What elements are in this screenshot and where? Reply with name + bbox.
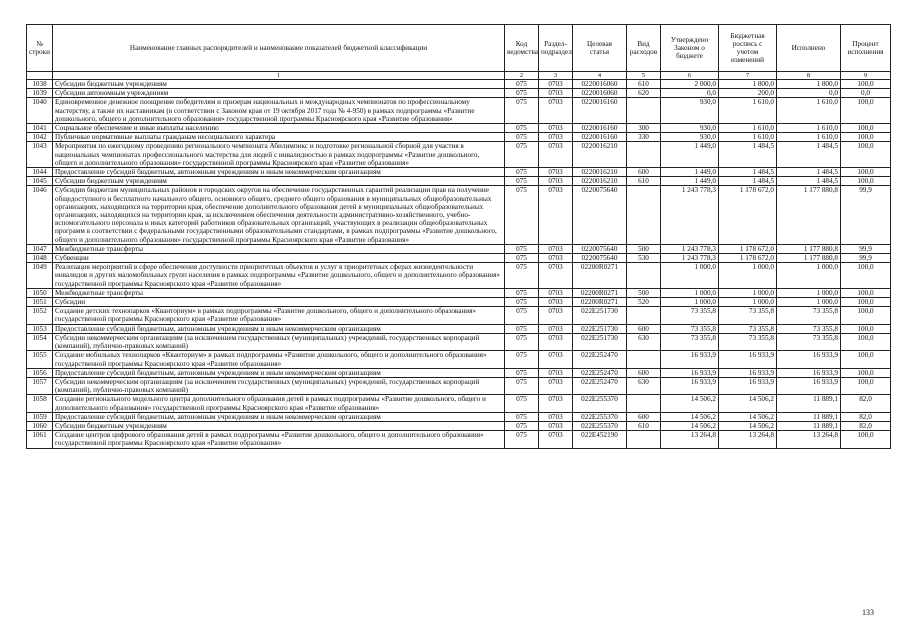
header-target-article: Целевая статья <box>573 25 627 72</box>
percent-executed: 100,0 <box>841 133 891 142</box>
row-number: 1056 <box>27 368 53 377</box>
table-row <box>27 368 891 377</box>
target-article: 0220016210 <box>573 142 627 168</box>
row-number: 1049 <box>27 263 53 289</box>
percent-executed: 100,0 <box>841 98 891 124</box>
section-code: 0703 <box>539 431 573 448</box>
table-row <box>27 244 891 253</box>
executed-amount: 1 610,0 <box>777 98 841 124</box>
index-cell: 9 <box>841 72 891 80</box>
target-article: 022E252470 <box>573 351 627 368</box>
table-row <box>27 421 891 430</box>
table-row <box>27 431 891 448</box>
dept-code: 075 <box>505 263 539 289</box>
dept-code: 075 <box>505 324 539 333</box>
section-code: 0703 <box>539 133 573 142</box>
row-name: Единовременное денежное поощрение победителям и призерам национальных и международных чемпионатов по профессиональному мастерству, а также их наставникам (в соответствии с Законом края от 19 октября 2017 года № 4-950) в рамках подпрограммы «Развитие дошкольного, общего и дополнительного образования» государственной программы Красноярского края «Развитие образования» <box>53 98 505 124</box>
column-index-row <box>27 72 891 80</box>
table-row <box>27 133 891 142</box>
budget-list-amount: 1 484,5 <box>719 142 777 168</box>
expense-type <box>627 351 661 368</box>
budget-list-amount: 1 610,0 <box>719 124 777 133</box>
dept-code: 075 <box>505 431 539 448</box>
table-row <box>27 288 891 297</box>
approved-amount: 16 933,9 <box>661 351 719 368</box>
row-number: 1046 <box>27 186 53 244</box>
header-approved: Утверждено Законом о бюджете <box>661 25 719 72</box>
expense-type: 610 <box>627 421 661 430</box>
target-article: 022E252470 <box>573 377 627 394</box>
budget-list-amount: 1 610,0 <box>719 98 777 124</box>
row-number: 1060 <box>27 421 53 430</box>
dept-code: 075 <box>505 80 539 89</box>
approved-amount: 930,0 <box>661 124 719 133</box>
approved-amount: 1 243 778,3 <box>661 254 719 263</box>
budget-list-amount: 73 355,8 <box>719 324 777 333</box>
expense-type <box>627 142 661 168</box>
approved-amount: 13 264,8 <box>661 431 719 448</box>
percent-executed: 100,0 <box>841 368 891 377</box>
row-number: 1053 <box>27 324 53 333</box>
section-code: 0703 <box>539 421 573 430</box>
budget-list-amount: 1 484,5 <box>719 168 777 177</box>
section-code: 0703 <box>539 98 573 124</box>
table-row <box>27 254 891 263</box>
approved-amount: 0,0 <box>661 89 719 98</box>
percent-executed: 100,0 <box>841 298 891 307</box>
row-name: Межбюджетные трансферты <box>53 244 505 253</box>
row-number: 1051 <box>27 298 53 307</box>
budget-list-amount: 13 264,8 <box>719 431 777 448</box>
row-number: 1044 <box>27 168 53 177</box>
budget-table <box>26 24 891 449</box>
budget-list-amount: 1 000,0 <box>719 288 777 297</box>
target-article: 0220016210 <box>573 177 627 186</box>
row-name: Субсидии <box>53 298 505 307</box>
expense-type <box>627 263 661 289</box>
section-code: 0703 <box>539 168 573 177</box>
executed-amount: 1 177 880,8 <box>777 244 841 253</box>
row-number: 1043 <box>27 142 53 168</box>
row-number: 1045 <box>27 177 53 186</box>
executed-amount: 1 800,0 <box>777 80 841 89</box>
section-code: 0703 <box>539 124 573 133</box>
row-name: Субсидии бюджетным учреждениям <box>53 177 505 186</box>
target-article: 0220016160 <box>573 133 627 142</box>
target-article: 0220016060 <box>573 80 627 89</box>
section-code: 0703 <box>539 377 573 394</box>
percent-executed: 100,0 <box>841 177 891 186</box>
executed-amount: 16 933,9 <box>777 368 841 377</box>
section-code: 0703 <box>539 288 573 297</box>
budget-list-amount: 1 000,0 <box>719 263 777 289</box>
expense-type: 630 <box>627 333 661 350</box>
dept-code: 075 <box>505 168 539 177</box>
expense-type <box>627 186 661 244</box>
row-name: Создание детских технопарков «Кванториум» в рамках подпрограммы «Развитие дошкольного, общего и дополнительного образования» государственной программы Красноярского края «Развитие образования» <box>53 307 505 324</box>
expense-type <box>627 431 661 448</box>
executed-amount: 73 355,8 <box>777 307 841 324</box>
executed-amount: 73 355,8 <box>777 333 841 350</box>
budget-list-amount: 1 178 672,0 <box>719 244 777 253</box>
target-article: 022E452190 <box>573 431 627 448</box>
executed-amount: 1 484,5 <box>777 142 841 168</box>
expense-type: 600 <box>627 412 661 421</box>
budget-list-amount: 200,0 <box>719 89 777 98</box>
expense-type <box>627 307 661 324</box>
percent-executed: 0,0 <box>841 89 891 98</box>
row-number: 1039 <box>27 89 53 98</box>
table-row <box>27 98 891 124</box>
approved-amount: 73 355,8 <box>661 324 719 333</box>
section-code: 0703 <box>539 142 573 168</box>
executed-amount: 1 000,0 <box>777 288 841 297</box>
dept-code: 075 <box>505 368 539 377</box>
budget-list-amount: 1 484,5 <box>719 177 777 186</box>
executed-amount: 16 933,9 <box>777 377 841 394</box>
section-code: 0703 <box>539 177 573 186</box>
header-row <box>27 25 891 72</box>
table-row <box>27 377 891 394</box>
index-cell <box>27 72 53 80</box>
index-cell: 1 <box>53 72 505 80</box>
section-code: 0703 <box>539 307 573 324</box>
table-row <box>27 89 891 98</box>
header-executed: Исполнено <box>777 25 841 72</box>
percent-executed: 100,0 <box>841 288 891 297</box>
target-article: 02200R0271 <box>573 263 627 289</box>
target-article: 0220075640 <box>573 244 627 253</box>
row-number: 1059 <box>27 412 53 421</box>
approved-amount: 14 506,2 <box>661 412 719 421</box>
section-code: 0703 <box>539 324 573 333</box>
approved-amount: 16 933,9 <box>661 368 719 377</box>
expense-type: 610 <box>627 177 661 186</box>
budget-list-amount: 14 506,2 <box>719 395 777 412</box>
percent-executed: 100,0 <box>841 351 891 368</box>
section-code: 0703 <box>539 298 573 307</box>
row-number: 1054 <box>27 333 53 350</box>
executed-amount: 0,0 <box>777 89 841 98</box>
approved-amount: 1 243 778,3 <box>661 244 719 253</box>
row-number: 1052 <box>27 307 53 324</box>
dept-code: 075 <box>505 186 539 244</box>
index-cell: 2 <box>505 72 539 80</box>
row-name: Создание центров цифрового образования детей в рамках подпрограммы «Развитие дошкольного, общего и дополнительного образования» государственной программы Красноярского края «Развитие образования» <box>53 431 505 448</box>
row-name: Субсидии некоммерческим организациям (за исключением государственных (муниципальных) учреждений, государственных корпораций (компаний), публично-правовых компаний) <box>53 377 505 394</box>
dept-code: 075 <box>505 421 539 430</box>
row-name: Субсидии автономным учреждениям <box>53 89 505 98</box>
approved-amount: 1 000,0 <box>661 298 719 307</box>
target-article: 0220016060 <box>573 89 627 98</box>
target-article: 0220075640 <box>573 254 627 263</box>
expense-type: 630 <box>627 377 661 394</box>
table-row <box>27 298 891 307</box>
executed-amount: 1 000,0 <box>777 298 841 307</box>
percent-executed: 99,9 <box>841 244 891 253</box>
target-article: 022E255370 <box>573 412 627 421</box>
row-name: Публичные нормативные выплаты гражданам несоциального характера <box>53 133 505 142</box>
target-article: 02200R0271 <box>573 298 627 307</box>
target-article: 0220016160 <box>573 98 627 124</box>
section-code: 0703 <box>539 254 573 263</box>
budget-list-amount: 1 800,0 <box>719 80 777 89</box>
table-row <box>27 168 891 177</box>
row-name: Реализация мероприятий в сфере обеспечения доступности приоритетных объектов и услуг в приоритетных сферах жизнедеятельности инвалидов и других маломобильных групп населения в рамках подпрограммы «Развитие дошкольного, общего и дополнительного образования» государственной программы Красноярского края «Развитие образования» <box>53 263 505 289</box>
target-article: 02200R0271 <box>573 288 627 297</box>
header-expense-type: Вид расходов <box>627 25 661 72</box>
dept-code: 075 <box>505 298 539 307</box>
executed-amount: 11 889,1 <box>777 421 841 430</box>
budget-list-amount: 16 933,9 <box>719 368 777 377</box>
approved-amount: 73 355,8 <box>661 307 719 324</box>
expense-type <box>627 98 661 124</box>
executed-amount: 11 889,1 <box>777 395 841 412</box>
table-row <box>27 412 891 421</box>
dept-code: 075 <box>505 124 539 133</box>
approved-amount: 16 933,9 <box>661 377 719 394</box>
index-cell: 3 <box>539 72 573 80</box>
row-name: Субсидии бюджетам муниципальных районов и городских округов на обеспечение государственных гарантий реализации прав на получение общедоступного и бесплатного начального общего, основного общего, среднего общего образования в муниципальных общеобразовательных организациях, находящихся на территории края, обеспечение дополнительного образования детей в муниципальных общеобразовательных организациях, находящихся на территории края, за исключением обеспечения деятельности административно-хозяйственного, учебно-вспомогательного персонала и иных категорий работников образовательных организаций, участвующих в реализации общеобразовательных программ в соответствии с федеральными государственными образовательными стандартами, в рамках подпрограммы «Развитие дошкольного, общего и дополнительного образования» государственной программы Красноярского края «Развитие образования» <box>53 186 505 244</box>
section-code: 0703 <box>539 186 573 244</box>
approved-amount: 1 000,0 <box>661 288 719 297</box>
percent-executed: 100,0 <box>841 124 891 133</box>
percent-executed: 82,0 <box>841 412 891 421</box>
executed-amount: 1 610,0 <box>777 133 841 142</box>
expense-type: 530 <box>627 254 661 263</box>
percent-executed: 99,9 <box>841 186 891 244</box>
table-row <box>27 307 891 324</box>
target-article: 0220075640 <box>573 186 627 244</box>
table-row <box>27 395 891 412</box>
executed-amount: 13 264,8 <box>777 431 841 448</box>
header-budget-list: Бюджетная роспись с учетом изменений <box>719 25 777 72</box>
row-name: Предоставление субсидий бюджетным, автономным учреждениям и иным некоммерческим организациям <box>53 368 505 377</box>
row-number: 1058 <box>27 395 53 412</box>
percent-executed: 100,0 <box>841 307 891 324</box>
percent-executed: 100,0 <box>841 168 891 177</box>
percent-executed: 100,0 <box>841 80 891 89</box>
row-name: Создание мобильных технопарков «Кванториум» в рамках подпрограммы «Развитие дошкольного, общего и дополнительного образования» государственной программы Красноярского края «Развитие образования» <box>53 351 505 368</box>
header-dept-code: Код ведомства <box>505 25 539 72</box>
row-name: Субвенции <box>53 254 505 263</box>
header-percent: Процент исполнения <box>841 25 891 72</box>
expense-type: 330 <box>627 133 661 142</box>
section-code: 0703 <box>539 244 573 253</box>
budget-list-amount: 14 506,2 <box>719 421 777 430</box>
row-name: Создание регионального модельного центра дополнительного образования детей в рамках подпрограммы «Развитие дошкольного, общего и дополнительного образования» государственной программы Красноярского края «Развитие образования» <box>53 395 505 412</box>
dept-code: 075 <box>505 177 539 186</box>
row-number: 1061 <box>27 431 53 448</box>
percent-executed: 100,0 <box>841 377 891 394</box>
executed-amount: 11 889,1 <box>777 412 841 421</box>
section-code: 0703 <box>539 263 573 289</box>
percent-executed: 82,0 <box>841 395 891 412</box>
expense-type: 610 <box>627 80 661 89</box>
expense-type: 600 <box>627 168 661 177</box>
percent-executed: 100,0 <box>841 263 891 289</box>
row-number: 1040 <box>27 98 53 124</box>
row-name: Социальное обеспечение и иные выплаты населению <box>53 124 505 133</box>
index-cell: 6 <box>661 72 719 80</box>
row-name: Предоставление субсидий бюджетным, автономным учреждениям и иным некоммерческим организациям <box>53 324 505 333</box>
dept-code: 075 <box>505 288 539 297</box>
index-cell: 8 <box>777 72 841 80</box>
expense-type: 500 <box>627 244 661 253</box>
dept-code: 075 <box>505 98 539 124</box>
index-cell: 7 <box>719 72 777 80</box>
row-number: 1047 <box>27 244 53 253</box>
section-code: 0703 <box>539 368 573 377</box>
header-section: Раздел- подраздел <box>539 25 573 72</box>
approved-amount: 930,0 <box>661 133 719 142</box>
section-code: 0703 <box>539 80 573 89</box>
row-name: Субсидии некоммерческим организациям (за исключением государственных (муниципальных) учреждений, государственных корпораций (компаний), публично-правовых компаний) <box>53 333 505 350</box>
section-code: 0703 <box>539 412 573 421</box>
budget-list-amount: 1 178 672,0 <box>719 186 777 244</box>
table-row <box>27 263 891 289</box>
target-article: 0220016160 <box>573 124 627 133</box>
approved-amount: 1 449,0 <box>661 177 719 186</box>
executed-amount: 73 355,8 <box>777 324 841 333</box>
percent-executed: 100,0 <box>841 324 891 333</box>
budget-list-amount: 16 933,9 <box>719 351 777 368</box>
percent-executed: 99,9 <box>841 254 891 263</box>
executed-amount: 1 000,0 <box>777 263 841 289</box>
row-number: 1038 <box>27 80 53 89</box>
target-article: 022E251730 <box>573 333 627 350</box>
header-name: Наименование главных распорядителей и наименование показателей бюджетной классификации <box>53 25 505 72</box>
index-cell: 5 <box>627 72 661 80</box>
dept-code: 075 <box>505 377 539 394</box>
table-row <box>27 124 891 133</box>
target-article: 022E255370 <box>573 395 627 412</box>
row-number: 1050 <box>27 288 53 297</box>
dept-code: 075 <box>505 89 539 98</box>
budget-list-amount: 1 000,0 <box>719 298 777 307</box>
table-row <box>27 186 891 244</box>
approved-amount: 14 506,2 <box>661 421 719 430</box>
dept-code: 075 <box>505 142 539 168</box>
target-article: 0220016210 <box>573 168 627 177</box>
row-name: Мероприятия по ежегодному проведению регионального чемпионата Абилимпикс и подготовке региональной сборной для участия в национальных чемпионатах профессионального мастерства для людей с инвалидностью в рамках подпрограммы «Развитие дошкольного, общего и дополнительного образования» государственной программы Красноярского края «Развитие образования» <box>53 142 505 168</box>
approved-amount: 14 506,2 <box>661 395 719 412</box>
dept-code: 075 <box>505 333 539 350</box>
expense-type: 300 <box>627 124 661 133</box>
section-code: 0703 <box>539 333 573 350</box>
dept-code: 075 <box>505 307 539 324</box>
row-name: Предоставление субсидий бюджетным, автономным учреждениям и иным некоммерческим организациям <box>53 168 505 177</box>
table-row <box>27 142 891 168</box>
approved-amount: 1 449,0 <box>661 142 719 168</box>
target-article: 022E251730 <box>573 324 627 333</box>
budget-list-amount: 14 506,2 <box>719 412 777 421</box>
executed-amount: 16 933,9 <box>777 351 841 368</box>
target-article: 022E251730 <box>573 307 627 324</box>
budget-list-amount: 1 610,0 <box>719 133 777 142</box>
expense-type: 500 <box>627 288 661 297</box>
approved-amount: 73 355,8 <box>661 333 719 350</box>
dept-code: 075 <box>505 351 539 368</box>
percent-executed: 82,0 <box>841 421 891 430</box>
table-row <box>27 351 891 368</box>
row-number: 1048 <box>27 254 53 263</box>
executed-amount: 1 177 880,8 <box>777 186 841 244</box>
approved-amount: 1 449,0 <box>661 168 719 177</box>
percent-executed: 100,0 <box>841 431 891 448</box>
budget-list-amount: 1 178 672,0 <box>719 254 777 263</box>
approved-amount: 1 000,0 <box>661 263 719 289</box>
budget-list-amount: 73 355,8 <box>719 333 777 350</box>
expense-type: 600 <box>627 368 661 377</box>
dept-code: 075 <box>505 395 539 412</box>
percent-executed: 100,0 <box>841 333 891 350</box>
expense-type: 520 <box>627 298 661 307</box>
expense-type: 600 <box>627 324 661 333</box>
section-code: 0703 <box>539 395 573 412</box>
budget-list-amount: 73 355,8 <box>719 307 777 324</box>
executed-amount: 1 177 880,8 <box>777 254 841 263</box>
section-code: 0703 <box>539 351 573 368</box>
section-code: 0703 <box>539 89 573 98</box>
executed-amount: 1 610,0 <box>777 124 841 133</box>
dept-code: 075 <box>505 133 539 142</box>
percent-executed: 100,0 <box>841 142 891 168</box>
row-number: 1042 <box>27 133 53 142</box>
header-row-number: № строки <box>27 25 53 72</box>
dept-code: 075 <box>505 254 539 263</box>
row-number: 1055 <box>27 351 53 368</box>
approved-amount: 1 243 778,3 <box>661 186 719 244</box>
executed-amount: 1 484,5 <box>777 177 841 186</box>
approved-amount: 930,0 <box>661 98 719 124</box>
dept-code: 075 <box>505 412 539 421</box>
dept-code: 075 <box>505 244 539 253</box>
row-number: 1057 <box>27 377 53 394</box>
executed-amount: 1 484,5 <box>777 168 841 177</box>
index-cell: 4 <box>573 72 627 80</box>
table-body <box>27 80 891 449</box>
row-number: 1041 <box>27 124 53 133</box>
row-name: Субсидии бюджетным учреждениям <box>53 80 505 89</box>
table-row <box>27 80 891 89</box>
row-name: Межбюджетные трансферты <box>53 288 505 297</box>
approved-amount: 2 000,0 <box>661 80 719 89</box>
row-name: Предоставление субсидий бюджетным, автономным учреждениям и иным некоммерческим организациям <box>53 412 505 421</box>
target-article: 022E252470 <box>573 368 627 377</box>
expense-type <box>627 395 661 412</box>
page-number: 133 <box>862 608 874 617</box>
row-name: Субсидии бюджетным учреждениям <box>53 421 505 430</box>
expense-type: 620 <box>627 89 661 98</box>
table-row <box>27 177 891 186</box>
budget-list-amount: 16 933,9 <box>719 377 777 394</box>
table-row <box>27 324 891 333</box>
target-article: 022E255370 <box>573 421 627 430</box>
table-row <box>27 333 891 350</box>
